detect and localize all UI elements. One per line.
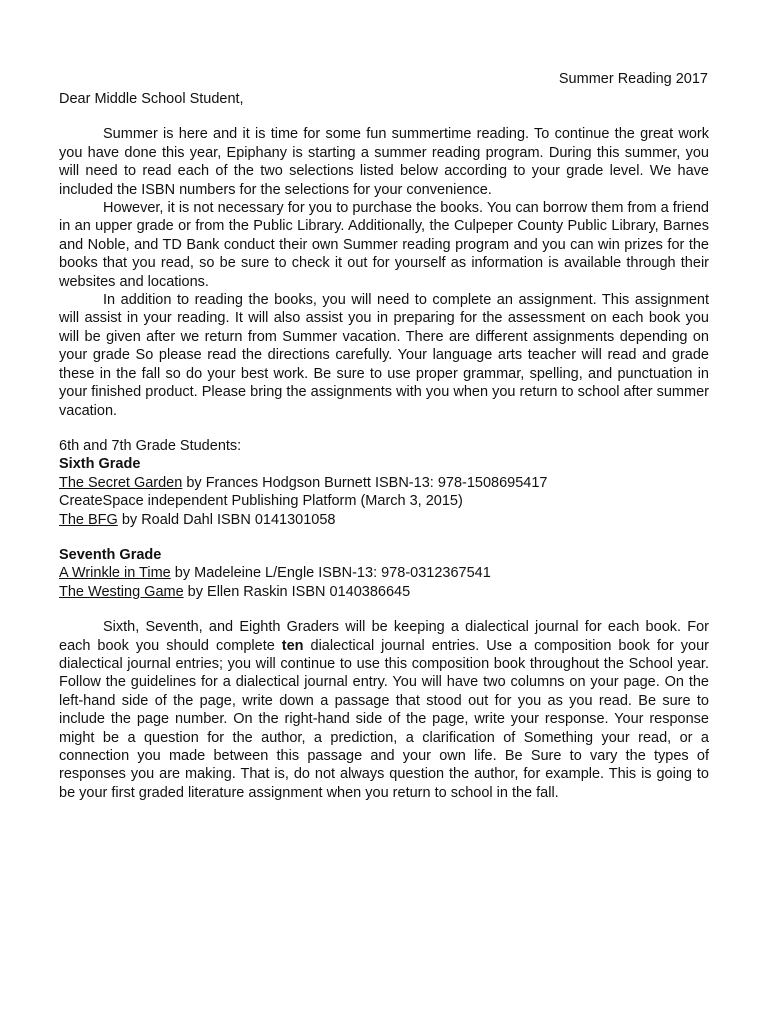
book-title: The Westing Game <box>59 583 184 600</box>
book-details: by Madeleine L/Engle ISBN-13: 978-0312367541 <box>170 565 491 582</box>
book-entry <box>59 511 709 529</box>
assignment-paragraph: In addition to reading the books, you will need to complete an assignment. This assignment will assist in your reading. It will also assist you in preparing for the assessment on each book you will be given after we return from Summer vacation. There are different assignments depending on your grade So please read the directions carefully. Your language arts teacher will read and grade these in the fall so do your best work. Be sure to use proper grammar, spelling, and punctuation in your finished product. Please bring the assignments with you when you return to school after summer vacation. <box>59 292 709 419</box>
spacer <box>59 601 709 618</box>
book-publisher: CreateSpace independent Publishing Platform (March 3, 2015) <box>59 493 463 510</box>
book-entry <box>59 474 709 492</box>
document-date-label: Summer Reading 2017 <box>558 71 708 87</box>
book-details: by Frances Hodgson Burnett ISBN-13: 978-1508695417 <box>182 474 548 491</box>
sixth-grade-section <box>59 455 709 529</box>
book-details: by Roald Dahl ISBN 0141301058 <box>117 511 336 528</box>
book-title: The BFG <box>59 511 118 528</box>
greeting: Dear Middle School Student, <box>59 91 244 107</box>
book-entry <box>59 564 709 582</box>
book-title: A Wrinkle in Time <box>59 565 171 582</box>
book-entry <box>59 583 709 601</box>
book-title: The Secret Garden <box>59 474 183 491</box>
journal-paragraph <box>59 618 709 802</box>
library-paragraph: However, it is not necessary for you to purchase the books. You can borrow them from a friend in an upper grade or from the Public Library. Additionally, the Culpeper County Public Library, Barnes and Noble, and TD Bank conduct their own Summer reading program and you can win prizes for the books that you read, so be sure to check it out for yourself as information is available through their websites and locations. <box>59 200 709 290</box>
seventh-grade-section <box>59 546 709 601</box>
grade-intro: 6th and 7th Grade Students: <box>59 437 242 454</box>
journal-text-part2: dialectical journal entries. Use a composition book for your dialectical journal entries; you will continue to use this composition book throughout the School year. Follow the guidelines for a dialectical journal entry. You will have two columns on your page. On the left-hand side of the page, write down a passage that stood out for you as you read. Be sure to include the page number. On the right-hand side of the page, write your response. Your response might be a question for the author, a prediction, a clarification of Something your read, or a connection you made between this passage and your own life. Be Sure to vary the types of responses you are making. That is, do not always question the author, for example. This is going to be your first graded literature assignment when you return to school in the fall. <box>59 637 709 801</box>
journal-text-part1: Sixth, Seventh, and Eighth Graders will be keeping a dialectical journal for each book. For each book you should complete <box>59 619 709 654</box>
book-details: by Ellen Raskin ISBN 0140386645 <box>183 583 411 600</box>
journal-emphasis: ten <box>281 637 304 654</box>
seventh-grade-heading: Seventh Grade <box>59 546 162 563</box>
intro-paragraph: Summer is here and it is time for some fun summertime reading. To continue the great work you have done this year, Epiphany is starting a summer reading program. During this summer, you will need to read each of the two selections listed below according to your grade level. We have included the ISBN numbers for the selections for your convenience. <box>59 126 709 198</box>
sixth-grade-heading: Sixth Grade <box>59 456 141 473</box>
letter-body <box>59 90 709 802</box>
spacer <box>59 529 709 546</box>
spacer <box>59 420 709 437</box>
